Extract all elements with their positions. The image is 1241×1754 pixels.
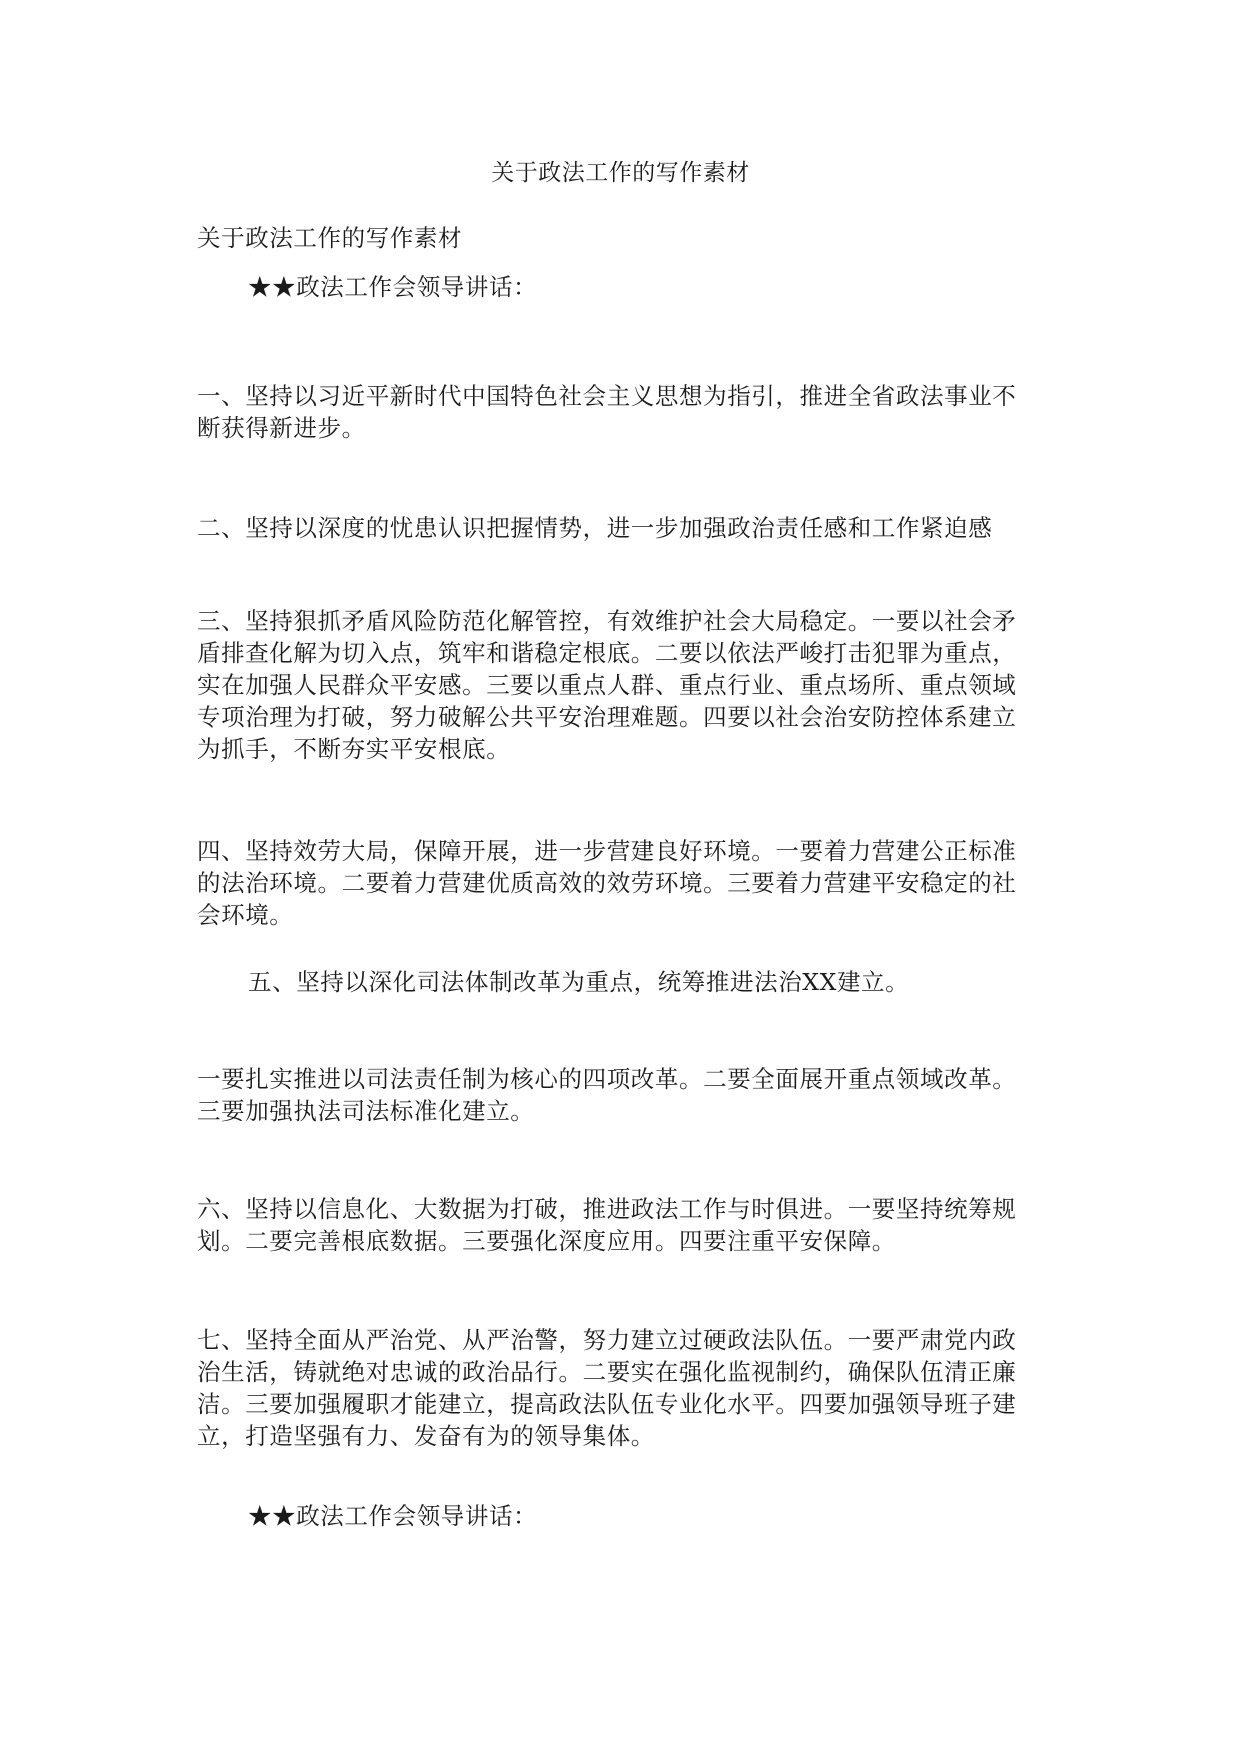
paragraph-2: 二、坚持以深度的忧患认识把握情势，进一步加强政治责任感和工作紧迫感 — [197, 514, 993, 542]
paragraph-6: 一要扎实推进以司法责任制为核心的四项改革。二要全面展开重点领域改革。三要加强执法司法标准化建立。 — [197, 1065, 1017, 1125]
paragraph-8: 七、坚持全面从严治党、从严治警，努力建立过硬政法队伍。一要严肃党内政治生活，铸就绝对忠诚的政治品行。二要实在强化监视制约，确保队伍清正廉洁。三要加强履职才能建立，提高政法队伍专业化水平。四要加强领导班子建立，打造坚强有力、发奋有为的领导集体。 — [197, 1326, 1017, 1450]
section-heading-speech: ★★政法工作会领导讲话： — [248, 273, 538, 301]
paragraph-3: 三、坚持狠抓矛盾风险防范化解管控，有效维护社会大局稳定。一要以社会矛盾排查化解为切入点，筑牢和谐稳定根底。二要以依法严峻打击犯罪为重点，实在加强人民群众平安感。三要以重点人群、重点行业、重点场所、重点领域专项治理为打破，努力破解公共平安治理难题。四要以社会治安防控体系建立为抓手，不断夯实平安根底。 — [197, 607, 1017, 763]
document-subtitle: 关于政法工作的写作素材 — [197, 224, 463, 252]
paragraph-1: 一、坚持以习近平新时代中国特色社会主义思想为指引，推进全省政法事业不断获得新进步。 — [197, 382, 1017, 442]
paragraph-7: 六、坚持以信息化、大数据为打破，推进政法工作与时俱进。一要坚持统筹规划。二要完善根底数据。三要强化深度应用。四要注重平安保障。 — [197, 1195, 1017, 1255]
document-title: 关于政法工作的写作素材 — [491, 160, 750, 186]
paragraph-4: 四、坚持效劳大局，保障开展，进一步营建良好环境。一要着力营建公正标准的法治环境。二要着力营建优质高效的效劳环境。三要着力营建平安稳定的社会环境。 — [197, 837, 1017, 929]
paragraph-5: 五、坚持以深化司法体制改革为重点，统筹推进法治XX建立。 — [248, 968, 910, 996]
section-heading-speech-2: ★★政法工作会领导讲话： — [248, 1502, 538, 1530]
